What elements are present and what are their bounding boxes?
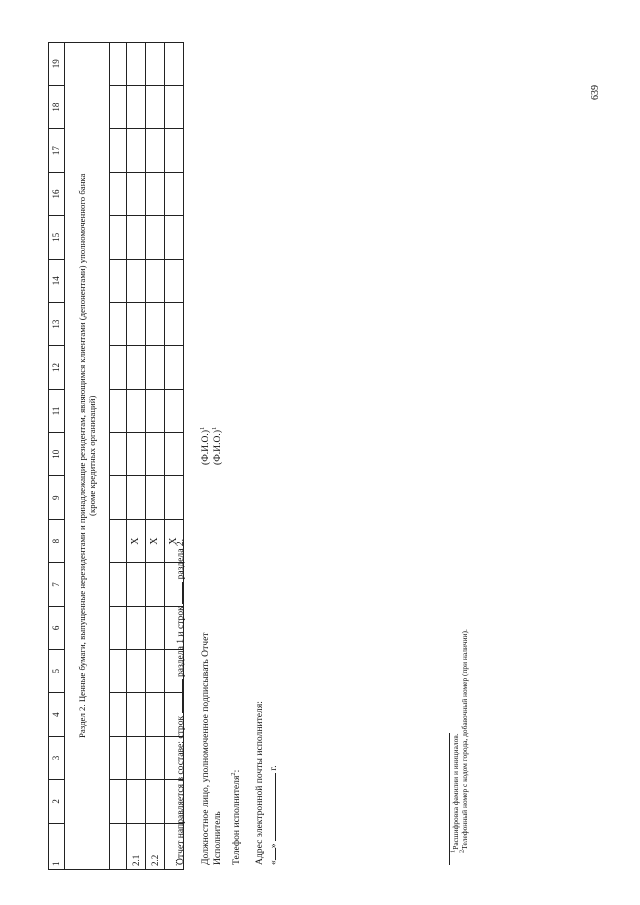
column-number: 3: [49, 736, 65, 779]
column-number: 9: [49, 476, 65, 519]
column-number: 13: [49, 302, 65, 345]
section-subtitle: (кроме кредитных организаций): [87, 395, 97, 516]
composition-mid: раздела 1 и строк: [175, 606, 186, 678]
x-mark: X: [127, 519, 146, 562]
executor-fio: $(Ф.И.О.)^1$: [210, 426, 223, 465]
composition-prefix: Отчет направляется в составе: строк: [175, 715, 186, 865]
phone-line: Телефон исполнителя$^2$:: [229, 769, 242, 865]
column-number-row: [49, 42, 65, 869]
phone-label: Телефон исполнителя: [231, 775, 242, 865]
column-number: 10: [49, 433, 65, 476]
table-row: [146, 42, 165, 869]
spacer-row: [110, 42, 127, 869]
column-number: 19: [49, 42, 65, 85]
blank-line: [173, 679, 183, 713]
executor-label: Исполнитель: [212, 811, 223, 865]
footnote-rule: [449, 733, 450, 865]
blank-line: [173, 582, 183, 604]
row-code: 2.1: [127, 823, 146, 869]
report-table-wrapper: [48, 42, 184, 870]
row-code: ...: [165, 823, 184, 869]
x-mark: X: [146, 519, 165, 562]
table-row: [127, 42, 146, 869]
official-fio: $(Ф.И.О.)^1$: [198, 426, 211, 465]
footnote-1: $^1$Расшифровка фамилии и инициалов.: [449, 733, 460, 853]
column-number: 7: [49, 563, 65, 606]
email-label: Адрес электронной почты исполнителя:: [254, 701, 265, 865]
blank-line: [266, 848, 276, 860]
column-number: 4: [49, 693, 65, 736]
column-number: 5: [49, 650, 65, 693]
blank-line: [266, 773, 276, 841]
official-label: Должностное лицо, уполномоченное подписывать Отчет: [200, 632, 211, 865]
column-number: 12: [49, 346, 65, 389]
composition-suffix: раздела 2.: [175, 538, 186, 580]
column-number: 1: [49, 823, 65, 869]
report-table: [48, 42, 184, 870]
composition-line: [173, 539, 186, 865]
section-title-cell: [65, 42, 110, 869]
row-code: 2.2: [146, 823, 165, 869]
column-number: 14: [49, 259, 65, 302]
column-number: 11: [49, 389, 65, 432]
column-number: 18: [49, 85, 65, 128]
column-number: 17: [49, 129, 65, 172]
column-number: 16: [49, 172, 65, 215]
section-title: Раздел 2. Ценные бумаги, выпущенные нерезидентами и принадлежащие резидентам, являющимся клиентами (депонентами) уполномоченного банка: [76, 173, 87, 739]
column-number: 15: [49, 216, 65, 259]
column-number: 2: [49, 780, 65, 823]
section-title-row: [65, 42, 110, 869]
footnote-2: $^2$Телефонный номер с кодом города, добавочный номер (при наличии).: [458, 629, 469, 853]
column-number: 8: [49, 519, 65, 562]
page-number: 639: [590, 85, 601, 100]
date-line: «» г.: [268, 765, 279, 865]
column-number: 6: [49, 606, 65, 649]
x-mark: X: [165, 519, 184, 562]
